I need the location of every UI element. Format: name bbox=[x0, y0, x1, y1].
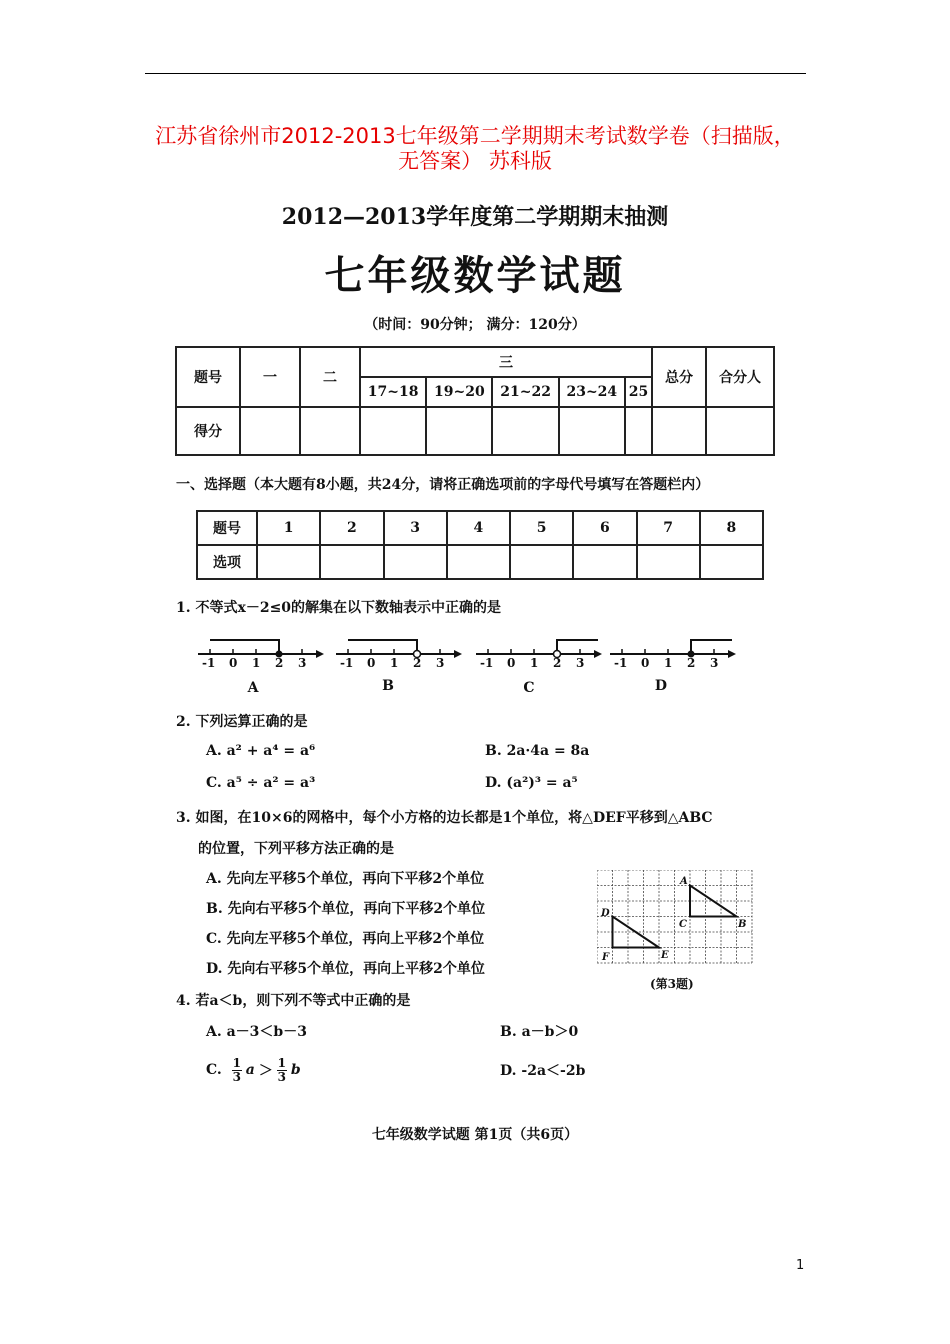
q4-c-fraction-1 bbox=[232, 1057, 242, 1084]
q3-caption: (第3题) bbox=[650, 977, 694, 991]
answer-tihao: 题号 bbox=[197, 511, 257, 545]
q4-c-prefix: C. bbox=[206, 1062, 222, 1078]
answer-blank[interactable] bbox=[700, 545, 763, 579]
answer-num: 3 bbox=[384, 511, 447, 545]
score-blank[interactable] bbox=[300, 407, 360, 455]
point-a-label: A bbox=[680, 876, 688, 887]
exam-subtitle: 2012—2013学年度第二学期期末抽测 bbox=[281, 204, 669, 230]
q3-option-d: D. 先向右平移5个单位，再向上平移2个单位 bbox=[206, 961, 485, 977]
cell-sub-4: 23~24 bbox=[559, 377, 625, 407]
q1-tick-labels bbox=[190, 656, 750, 676]
point-f-label: F bbox=[602, 952, 610, 963]
time-info: （时间：90分钟； 满分：120分） bbox=[364, 317, 586, 333]
score-blank[interactable] bbox=[360, 407, 426, 455]
q4-c-gt: ＞ bbox=[258, 1063, 273, 1079]
q3-stem-line2: 的位置，下列平移方法正确的是 bbox=[198, 841, 394, 857]
point-e-label: E bbox=[661, 950, 669, 961]
point-c-label: C bbox=[679, 919, 687, 930]
cell-one: 一 bbox=[240, 347, 300, 407]
tick-label: 2 bbox=[687, 656, 696, 670]
answer-num: 5 bbox=[510, 511, 573, 545]
page-footer: 七年级数学试题 第1页（共6页） bbox=[371, 1127, 579, 1143]
q1-option-c: C bbox=[523, 680, 535, 696]
answer-blank[interactable] bbox=[384, 545, 447, 579]
answer-blank[interactable] bbox=[447, 545, 510, 579]
tick-label: -1 bbox=[340, 656, 354, 670]
tick-label: 3 bbox=[436, 656, 445, 670]
cell-score-label: 得分 bbox=[176, 407, 240, 455]
answer-num: 6 bbox=[573, 511, 636, 545]
answer-blank[interactable] bbox=[637, 545, 700, 579]
title-line-2: 无答案） 苏科版 bbox=[398, 149, 552, 173]
score-blank[interactable] bbox=[492, 407, 558, 455]
answer-num: 8 bbox=[700, 511, 763, 545]
answer-num: 7 bbox=[637, 511, 700, 545]
section-1-heading: 一、选择题（本大题有8小题，共24分，请将正确选项前的字母代号填写在答题栏内） bbox=[176, 477, 710, 493]
tick-label: 0 bbox=[641, 656, 650, 670]
document-title bbox=[140, 124, 810, 174]
q4-c-fraction-2 bbox=[277, 1057, 287, 1084]
score-table bbox=[175, 346, 775, 456]
q2-stem: 2. 下列运算正确的是 bbox=[176, 714, 308, 730]
q1-stem: 1. 不等式x－2≤0的解集在以下数轴表示中正确的是 bbox=[176, 600, 502, 616]
cell-three: 三 bbox=[360, 347, 652, 377]
q4-c-var-a: a bbox=[245, 1062, 255, 1078]
tick-label: 1 bbox=[390, 656, 399, 670]
q2-option-b: B. 2a·4a = 8a bbox=[485, 743, 590, 759]
fraction-numerator: 1 bbox=[277, 1055, 287, 1070]
q2-option-a: A. a² + a⁴ = a⁶ bbox=[206, 743, 316, 759]
answer-blank[interactable] bbox=[257, 545, 320, 579]
q2-option-c: C. a⁵ ÷ a² = a³ bbox=[206, 775, 316, 791]
score-blank[interactable] bbox=[625, 407, 652, 455]
q4-option-c bbox=[206, 1050, 301, 1090]
tick-label: 2 bbox=[275, 656, 284, 670]
score-blank[interactable] bbox=[706, 407, 774, 455]
cell-sub-1: 17~18 bbox=[360, 377, 426, 407]
answer-blank[interactable] bbox=[573, 545, 636, 579]
q3-grid-figure bbox=[597, 870, 755, 966]
tick-label: 0 bbox=[229, 656, 238, 670]
answer-blank[interactable] bbox=[510, 545, 573, 579]
q4-option-a: A. a－3＜b－3 bbox=[206, 1024, 307, 1040]
tick-label: 1 bbox=[664, 656, 673, 670]
tick-label: -1 bbox=[202, 656, 216, 670]
cell-tihao: 题号 bbox=[176, 347, 240, 407]
exam-main-title: 七年级数学试题 bbox=[324, 252, 626, 299]
point-d-label: D bbox=[601, 908, 610, 919]
fraction-denominator: 3 bbox=[232, 1069, 241, 1084]
fraction-numerator: 1 bbox=[232, 1055, 241, 1070]
score-blank[interactable] bbox=[652, 407, 706, 455]
q4-c-var-b: b bbox=[290, 1062, 301, 1078]
q4-option-b: B. a－b＞0 bbox=[500, 1024, 579, 1040]
tick-label: 2 bbox=[553, 656, 562, 670]
answer-table bbox=[196, 510, 764, 580]
tick-label: 1 bbox=[530, 656, 539, 670]
tick-label: 2 bbox=[413, 656, 422, 670]
tick-label: 0 bbox=[507, 656, 516, 670]
tick-label: 1 bbox=[252, 656, 261, 670]
point-b-label: B bbox=[738, 919, 747, 930]
q3-option-a: A. 先向左平移5个单位，再向下平移2个单位 bbox=[206, 871, 485, 887]
q4-stem: 4. 若a＜b，则下列不等式中正确的是 bbox=[176, 993, 411, 1009]
tick-label: -1 bbox=[614, 656, 628, 670]
q1-option-d: D bbox=[654, 678, 668, 694]
q4-option-d: D. -2a＜-2b bbox=[500, 1063, 586, 1079]
tick-label: 3 bbox=[576, 656, 585, 670]
q1-option-a: A bbox=[247, 680, 259, 696]
top-rule bbox=[145, 73, 806, 74]
answer-num: 4 bbox=[447, 511, 510, 545]
tick-label: -1 bbox=[480, 656, 494, 670]
cell-sub-3: 21~22 bbox=[492, 377, 558, 407]
tick-label: 3 bbox=[298, 656, 307, 670]
answer-num: 2 bbox=[320, 511, 383, 545]
tick-label: 3 bbox=[710, 656, 719, 670]
score-blank[interactable] bbox=[240, 407, 300, 455]
score-blank[interactable] bbox=[559, 407, 625, 455]
q3-option-b: B. 先向右平移5个单位，再向下平移2个单位 bbox=[206, 901, 486, 917]
cell-two: 二 bbox=[300, 347, 360, 407]
q3-option-c: C. 先向左平移5个单位，再向上平移2个单位 bbox=[206, 931, 485, 947]
tick-label: 0 bbox=[367, 656, 376, 670]
score-blank[interactable] bbox=[426, 407, 492, 455]
answer-xuanxiang: 选项 bbox=[197, 545, 257, 579]
q3-stem-line1: 3. 如图，在10×6的网格中，每个小方格的边长都是1个单位，将△DEF平移到△ABC bbox=[176, 810, 713, 826]
cell-total: 总分 bbox=[652, 347, 706, 407]
cell-sub-5: 25 bbox=[625, 377, 652, 407]
title-line-1: 江苏省徐州市2012-2013七年级第二学期期末考试数学卷（扫描版， bbox=[155, 124, 795, 148]
cell-grader: 合分人 bbox=[706, 347, 774, 407]
answer-blank[interactable] bbox=[320, 545, 383, 579]
fraction-denominator: 3 bbox=[277, 1069, 287, 1084]
q1-option-b: B bbox=[382, 678, 394, 694]
page-number: 1 bbox=[796, 1258, 805, 1273]
cell-sub-2: 19~20 bbox=[426, 377, 492, 407]
answer-num: 1 bbox=[257, 511, 320, 545]
q2-option-d: D. (a²)³ = a⁵ bbox=[485, 775, 578, 791]
